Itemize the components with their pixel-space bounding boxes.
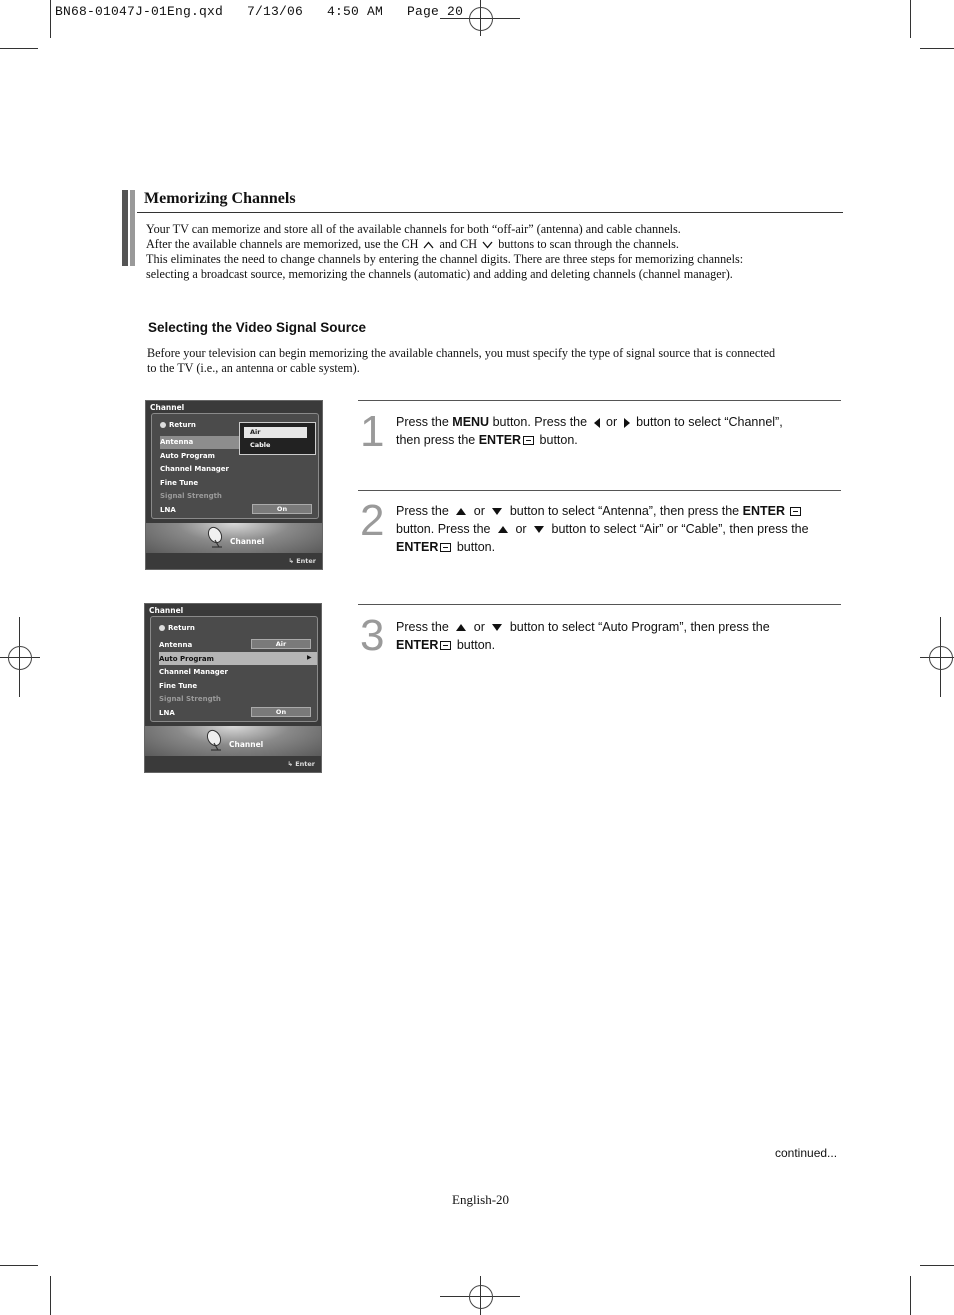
osd-item-lna: LNA [159,709,175,717]
step-rule [358,604,841,605]
osd-footer-label: Channel [230,537,265,546]
down-arrow-icon [534,526,544,533]
osd-option-air: Air [244,427,307,438]
osd-item-fine-tune: Fine Tune [159,682,198,690]
enter-icon [440,543,451,552]
subsection-title: Selecting the Video Signal Source [148,320,367,335]
down-arrow-icon [492,508,502,515]
section-title: Memorizing Channels [144,190,296,207]
page-folio: English-20 [452,1192,510,1207]
crop-mark [50,0,51,38]
osd-return: Return [159,624,195,632]
intro-line: After the available channels are memorized, use the CH and CH buttons to scan through the channels. [146,237,679,251]
osd-arrow-right-icon: ▶ [307,654,312,661]
step-number: 1 [360,407,385,456]
osd-item-channel-manager: Channel Manager [160,465,230,473]
osd-popup [239,422,316,455]
return-icon [160,422,166,428]
osd-item-fine-tune: Fine Tune [160,479,199,487]
down-arrow-icon [492,624,502,631]
section-bar [122,190,135,266]
osd-item-signal-strength: Signal Strength [159,695,221,703]
crop-mark [920,1265,954,1266]
osd-lna-value: On [251,707,311,717]
right-arrow-icon [624,418,630,428]
up-arrow-icon [456,508,466,515]
step-rule [358,490,841,491]
osd-menu-panel [150,616,318,722]
intro-line: selecting a broadcast source, memorizing the channels (automatic) and adding and deleting channels (channel manager). [146,267,733,281]
intro-line: Your TV can memorize and store all of the available channels for both “off-air” (antenna) and cable channels. [146,222,681,236]
subsection-paragraph: Before your television can begin memorizing the available channels, you must specify the type of signal source that is connected to the TV (i.e., an antenna or cable system). [147,346,776,375]
step-3-text: Press the or button to select “Auto Program”, then press the ENTER button. [396,620,770,652]
satellite-dish-icon [205,729,223,751]
enter-icon [790,507,801,516]
osd-antenna-value: Air [251,639,311,649]
satellite-dish-icon [206,526,224,548]
crop-mark [50,1276,51,1315]
up-arrow-icon [456,624,466,631]
osd-return: Return [160,421,196,429]
continued-note: continued... [775,1146,838,1160]
step-rule [358,400,841,401]
osd-screen-2 [144,603,322,773]
step-1-text: Press the MENU button. Press the or button to select “Channel”, then press the ENTER button. [396,415,783,447]
osd-item-auto-program: Auto Program [160,452,215,460]
osd-item-lna: LNA [160,506,176,514]
osd-item-auto-program: Auto Program [159,655,214,663]
osd-footer [145,726,321,756]
crop-mark [0,1265,38,1266]
osd-title: Channel [150,403,185,412]
return-icon [159,625,165,631]
crop-mark [920,48,954,49]
registration-mark [929,646,953,670]
osd-item-channel-manager: Channel Manager [159,668,229,676]
step-number: 3 [360,611,385,660]
crop-mark [910,0,911,38]
osd-item-antenna: Antenna [159,641,193,649]
osd-item-signal-strength: Signal Strength [160,492,222,500]
osd-enter-hint: ↳ Enter [287,760,315,768]
osd-item-antenna: Antenna [160,438,194,446]
osd-screen-1 [145,400,323,570]
section-rule [137,212,843,213]
osd-enter-hint: ↳ Enter [288,557,316,565]
enter-icon [440,641,451,650]
step-number: 2 [360,496,385,545]
osd-title: Channel [149,606,184,615]
chevron-down-icon [482,241,493,249]
file-slug: BN68-01047J-01Eng.qxd 7/13/06 4:50 AM Page 20 [55,4,464,19]
step-2-text: Press the or button to select “Antenna”, then press the ENTER button. Press the or button to select “Air” or “Cable”, then press the ENTER button. [396,504,809,554]
registration-mark [8,646,32,670]
registration-mark [469,1285,493,1309]
crop-mark [910,1276,911,1315]
crop-mark [0,48,38,49]
osd-lna-value: On [252,504,312,514]
enter-icon [523,436,534,445]
osd-option-cable: Cable [250,441,271,449]
registration-mark [469,7,493,31]
chevron-up-icon [423,241,434,249]
intro-line: This eliminates the need to change channels by entering the channel digits. There are three steps for memorizing channels: [146,252,744,266]
left-arrow-icon [594,418,600,428]
up-arrow-icon [498,526,508,533]
osd-footer-label: Channel [229,740,264,749]
intro-text [146,222,836,282]
osd-footer [146,523,322,553]
